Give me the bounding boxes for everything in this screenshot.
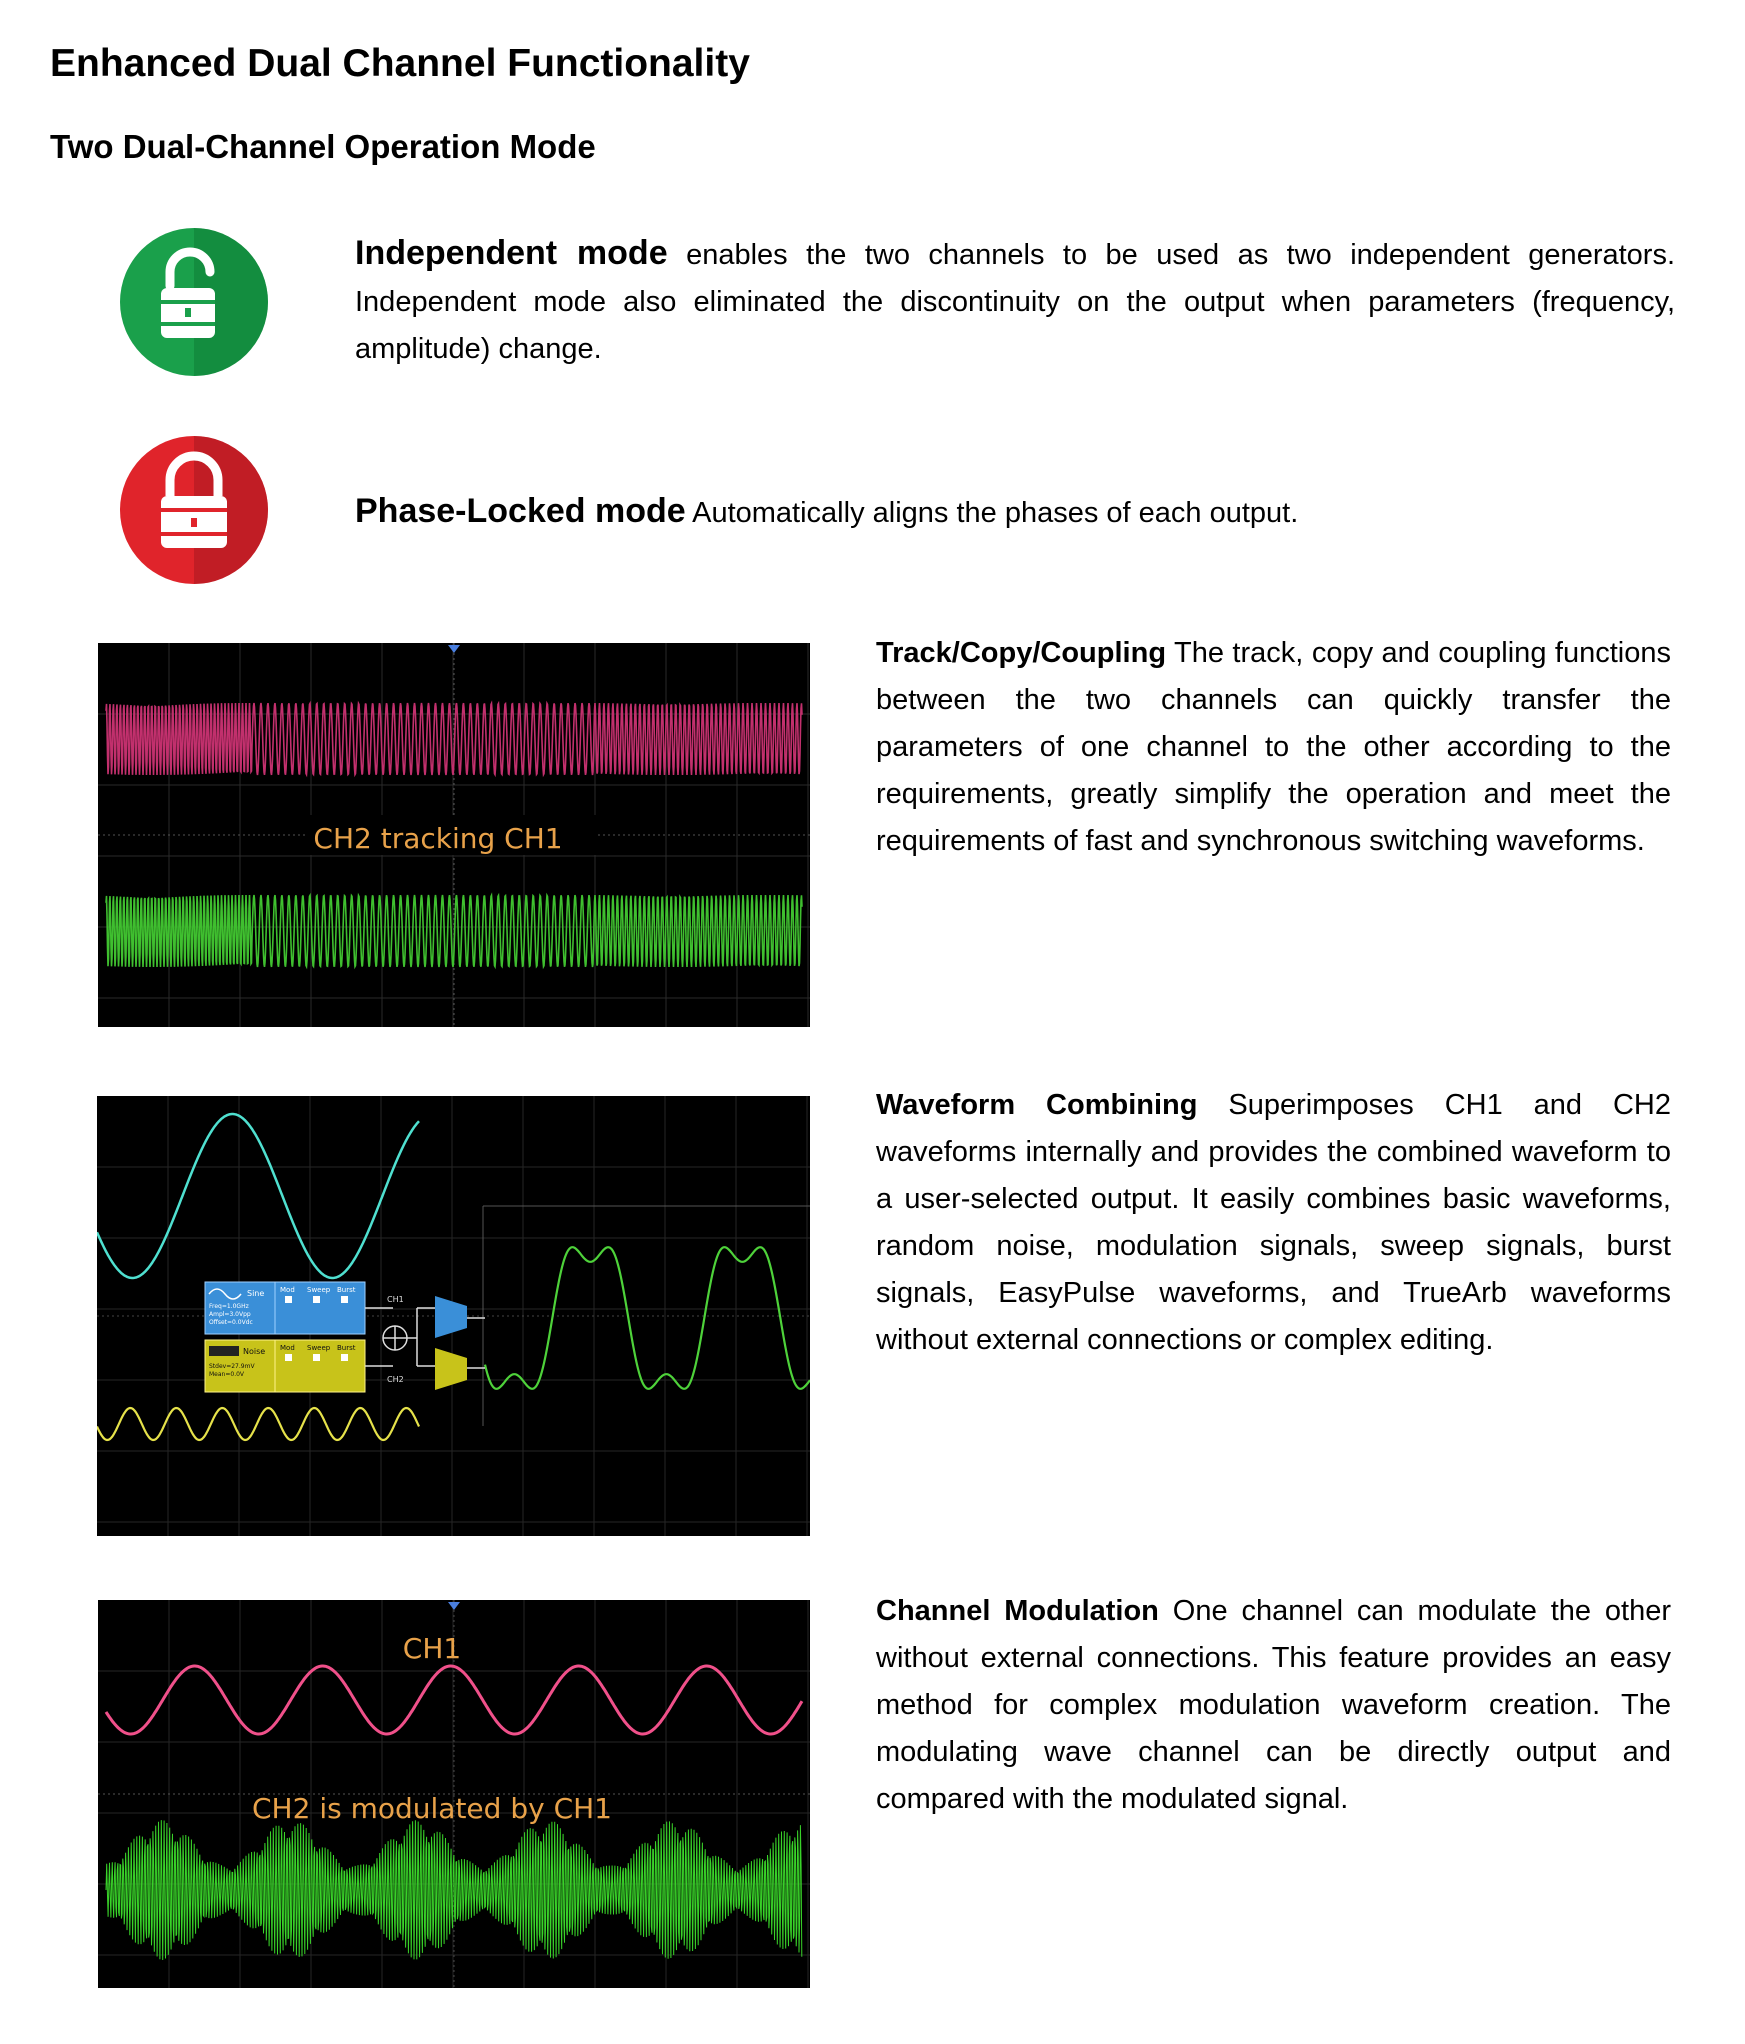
svg-text:Mod: Mod [280,1286,295,1294]
svg-text:Sweep: Sweep [307,1286,331,1294]
independent-mode-description: enables the two channels to be used as two independent generators. Independent mode also eliminated the discontinuity on the output when parameters (frequency, amplitude) change. [355,239,1676,365]
independent-mode-lead: Independent mode [355,234,668,272]
ch2-mux [435,1348,467,1390]
independent-mode-text [355,230,1675,373]
combined-waveform [485,1247,810,1389]
waveform-combining-text [876,1082,1671,1364]
track-copy-coupling-lead: Track/Copy/Coupling [876,637,1167,669]
svg-text:Burst: Burst [337,1286,356,1294]
svg-text:Mean=0.0V: Mean=0.0V [209,1371,245,1378]
svg-text:Ampl=3.0Vpp: Ampl=3.0Vpp [209,1311,251,1318]
phase-locked-description: Automatically aligns the phases of each output. [685,497,1299,529]
channel-modulation-screenshot [98,1600,810,1988]
lock-icon [118,434,270,586]
svg-text:CH1: CH1 [387,1295,404,1304]
ch2-waveform [106,895,802,967]
unlock-icon [118,226,270,378]
svg-text:Sweep: Sweep [307,1344,331,1352]
page-title: Enhanced Dual Channel Functionality [50,42,750,85]
ch1-label: CH1 [402,1632,462,1665]
svg-text:CH2: CH2 [387,1375,404,1384]
track-copy-coupling-text [876,630,1671,865]
section-subtitle: Two Dual-Channel Operation Mode [50,128,596,165]
channel-modulation-lead: Channel Modulation [876,1595,1159,1627]
sine-waveform [97,1114,419,1278]
svg-text:Mod: Mod [280,1344,295,1352]
svg-text:Offset=0.0Vdc: Offset=0.0Vdc [209,1319,253,1326]
noise-waveform [97,1408,419,1440]
phase-locked-text [355,488,1675,537]
waveform-combining-screenshot [97,1096,810,1536]
ch2-noise-block [205,1340,365,1392]
ch2-modulated-label: CH2 is modulated by CH1 [252,1792,612,1825]
channel-modulation-text [876,1588,1671,1823]
ch1-mux [435,1296,467,1338]
channel-modulation-description: One channel can modulate the other without external connections. This feature provides an easy method for complex modulation waveform creation. The modulating wave channel can be directly output and compared with the modulated signal. [876,1595,1671,1815]
waveform-combining-lead: Waveform Combining [876,1089,1198,1121]
svg-text:Stdev=27.9mV: Stdev=27.9mV [209,1363,255,1370]
phase-locked-lead: Phase-Locked mode [355,492,686,530]
track-copy-coupling-description: The track, copy and coupling functions between the two channels can quickly transfer the parameters of one channel to the other according to the requirements, greatly simplify the operation and meet the requirements of fast and synchronous switching waveforms. [876,637,1671,857]
svg-text:Burst: Burst [337,1344,356,1352]
svg-text:Freq=1.0GHz: Freq=1.0GHz [209,1303,249,1310]
waveform-combining-description: Superimposes CH1 and CH2 waveforms internally and provides the combined waveform to a user-selected output. It easily combines basic waveforms, random noise, modulation signals, sweep signals, burst signals, EasyPulse waveforms, and TrueArb waveforms without external connections or complex editing. [876,1089,1671,1356]
svg-text:Noise: Noise [243,1347,266,1356]
tracking-label: CH2 tracking CH1 [313,822,563,855]
svg-text:Sine: Sine [247,1289,265,1298]
ch1-sine-block [205,1282,365,1334]
tracking-screenshot [98,643,810,1027]
